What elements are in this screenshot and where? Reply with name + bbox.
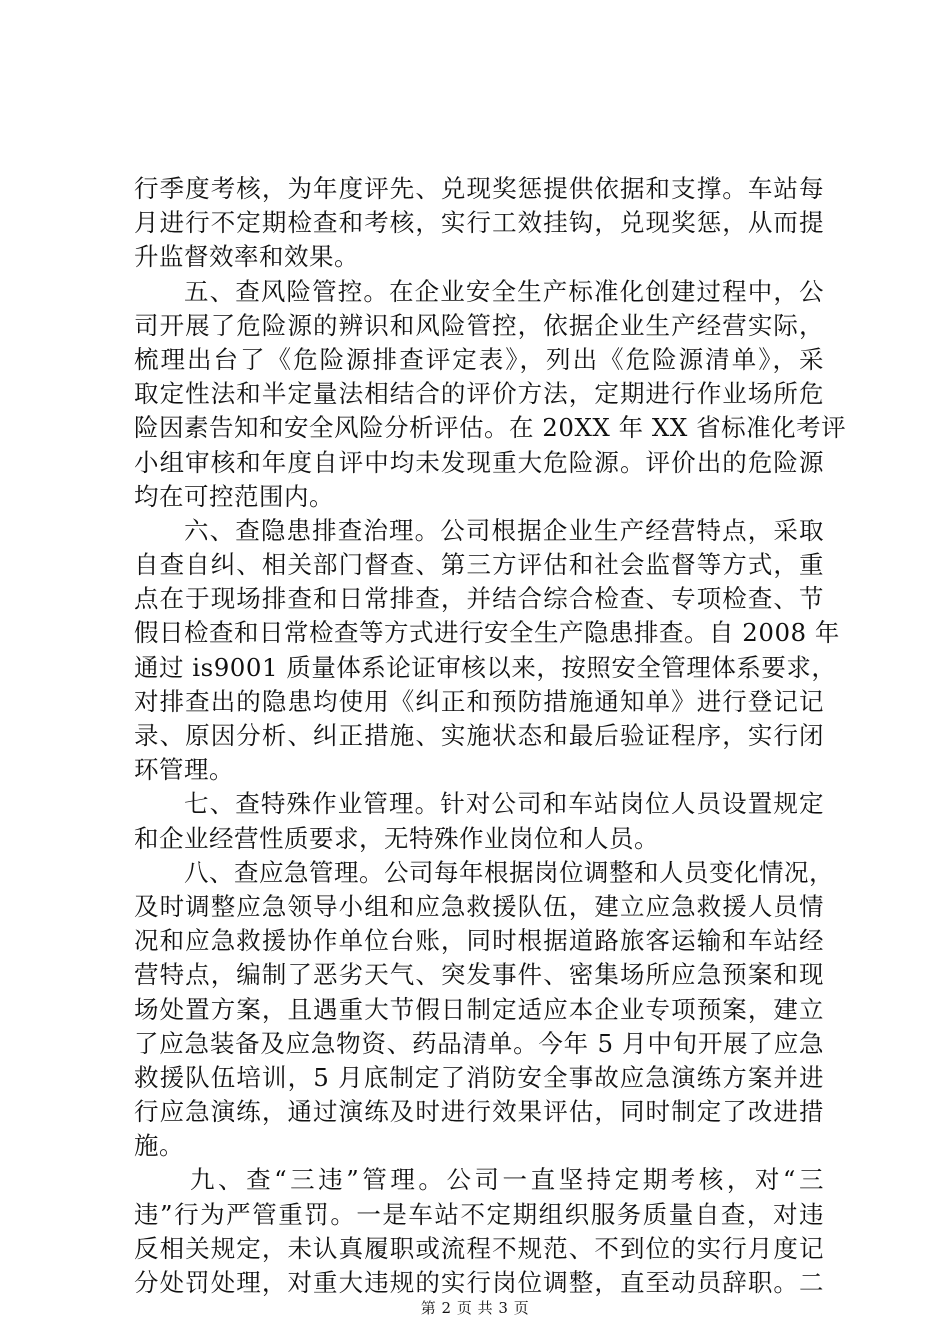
section-9-heading-line: 九、查“三违”管理。公司一直坚持定期考核，对“三 bbox=[190, 1165, 824, 1195]
text-line: 升监督效率和效果。 bbox=[134, 242, 359, 272]
text-line: 录、原因分析、纠正措施、实施状态和最后验证程序，实行闭 bbox=[134, 721, 824, 750]
text-line: 分处罚处理，对重大违规的实行岗位调整，直至动员辞职。二 bbox=[134, 1268, 824, 1297]
text-line: 行季度考核，为年度评先、兑现奖惩提供依据和支撑。车站每 bbox=[134, 174, 824, 203]
text-line: 均在可控范围内。 bbox=[134, 481, 334, 511]
text-line: 取定性法和半定量法相结合的评价方法，定期进行作业场所危 bbox=[134, 379, 824, 409]
section-5-heading-line: 五、查风险管控。在企业安全生产标准化创建过程中，公 bbox=[184, 276, 824, 306]
text-line: 违”行为严管重罚。一是车站不定期组织服务质量自查，对违 bbox=[134, 1199, 824, 1229]
text-line: 自查自纠、相关部门督查、第三方评估和社会监督等方式，重 bbox=[134, 550, 824, 580]
text-line: 险因素告知和安全风险分析评估。在 20XX 年 XX 省标准化考评 bbox=[134, 413, 847, 443]
text-line: 对排查出的隐患均使用《纠正和预防措施通知单》进行登记记 bbox=[134, 686, 824, 716]
text-line: 反相关规定，未认真履职或流程不规范、不到位的实行月度记 bbox=[134, 1233, 824, 1263]
text-line: 况和应急救援协作单位台账，同时根据道路旅客运输和车站经 bbox=[134, 926, 824, 956]
text-line: 梳理出台了《危险源排查评定表》，列出《危险源清单》，采 bbox=[134, 344, 824, 374]
text-line: 月进行不定期检查和考核，实行工效挂钩，兑现奖惩，从而提 bbox=[134, 208, 824, 238]
text-line: 行应急演练，通过演练及时进行效果评估，同时制定了改进措 bbox=[134, 1097, 824, 1127]
section-6-heading-line: 六、查隐患排查治理。公司根据企业生产经营特点，采取 bbox=[184, 515, 824, 545]
section-8-heading-line: 八、查应急管理。公司每年根据岗位调整和人员变化情况， bbox=[184, 857, 834, 887]
text-line: 环管理。 bbox=[134, 755, 234, 785]
text-line: 营特点，编制了恶劣天气、突发事件、密集场所应急预案和现 bbox=[134, 960, 824, 990]
text-line: 点在于现场排查和日常排查，并结合综合检查、专项检查、节 bbox=[134, 584, 824, 614]
text-line: 和企业经营性质要求，无特殊作业岗位和人员。 bbox=[134, 823, 659, 853]
text-line: 施。 bbox=[134, 1131, 184, 1161]
text-line: 通过 is9001 质量体系论证审核以来，按照安全管理体系要求， bbox=[134, 652, 837, 682]
text-line: 了应急装备及应急物资、药品清单。今年 5 月中旬开展了应急 bbox=[134, 1028, 824, 1058]
text-line: 场处置方案，且遇重大节假日制定适应本企业专项预案，建立 bbox=[134, 994, 824, 1024]
text-line: 假日检查和日常检查等方式进行安全生产隐患排查。自 2008 年 bbox=[134, 618, 840, 648]
text-line: 司开展了危险源的辨识和风险管控，依据企业生产经营实际， bbox=[134, 310, 824, 340]
document-body bbox=[134, 172, 847, 1300]
page-number-footer: 第 2 页 共 3 页 bbox=[420, 1299, 530, 1317]
text-line: 救援队伍培训，5 月底制定了消防安全事故应急演练方案并进 bbox=[134, 1062, 824, 1092]
section-7-heading-line: 七、查特殊作业管理。针对公司和车站岗位人员设置规定 bbox=[184, 789, 824, 819]
text-line: 及时调整应急领导小组和应急救援队伍，建立应急救援人员情 bbox=[134, 891, 824, 921]
text-line: 小组审核和年度自评中均未发现重大危险源。评价出的危险源 bbox=[134, 447, 824, 477]
